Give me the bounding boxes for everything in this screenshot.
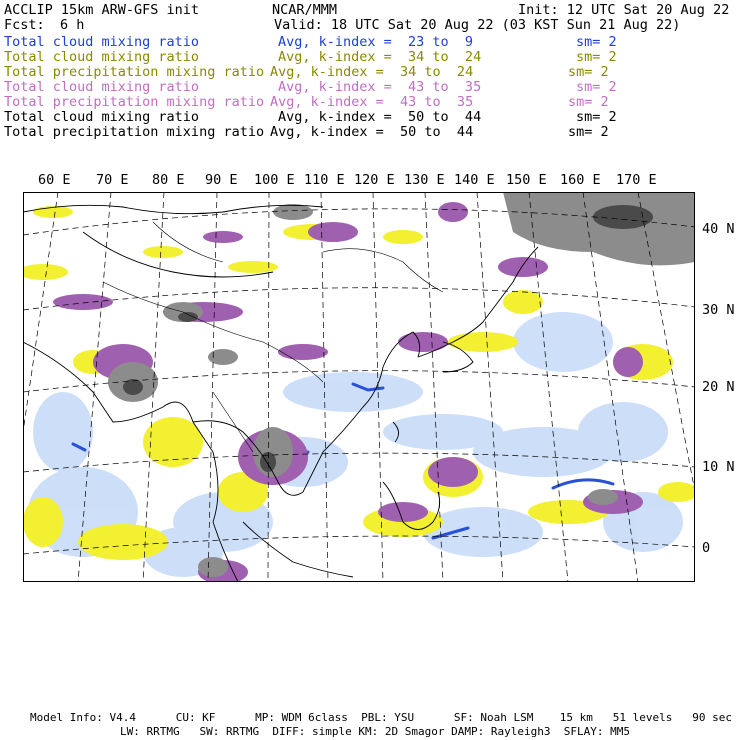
lon-label: 120 E	[354, 172, 395, 188]
field-name-2: Total cloud mixing ratio	[4, 49, 200, 65]
lon-label: 70 E	[96, 172, 129, 188]
lon-label: 160 E	[560, 172, 601, 188]
field-sm-6: sm= 2	[576, 109, 617, 125]
field-sm-1: sm= 2	[576, 34, 617, 50]
lat-label: 10 N	[702, 459, 735, 475]
field-sm-4: sm= 2	[576, 79, 617, 95]
forecast-label: Fcst:	[4, 17, 45, 33]
lon-label: 140 E	[454, 172, 495, 188]
lat-label: 0	[702, 540, 711, 556]
field-sm-5: sm= 2	[568, 94, 609, 110]
init-time: Init: 12 UTC Sat 20 Aug 22	[518, 2, 730, 18]
lon-label: 100 E	[254, 172, 295, 188]
lon-label: 170 E	[616, 172, 657, 188]
field-stat-4: Avg, k-index = 43 to 35	[278, 79, 482, 95]
field-name-1: Total cloud mixing ratio	[4, 34, 200, 50]
model-info-line1: Model Info: V4.4 CU: KF MP: WDM 6class PBL: YSU SF: Noah LSM 15 km 51 levels 90 sec	[30, 711, 732, 724]
run-title: ACCLIP 15km ARW-GFS init	[4, 2, 200, 18]
model-info-line2: LW: RRTMG SW: RRTMG DIFF: simple KM: 2D Smagor DAMP: Rayleigh3 SFLAY: MM5	[120, 725, 630, 738]
lon-label: 110 E	[304, 172, 345, 188]
field-name-7: Total precipitation mixing ratio	[4, 124, 265, 140]
forecast-hours: 6 h	[60, 17, 85, 33]
institution: NCAR/MMM	[272, 2, 338, 18]
field-stat-3: Avg, k-index = 34 to 24	[270, 64, 474, 80]
lon-label: 60 E	[38, 172, 71, 188]
field-name-3: Total precipitation mixing ratio	[4, 64, 265, 80]
lon-label: 80 E	[152, 172, 185, 188]
lon-label: 130 E	[404, 172, 445, 188]
lon-label: 150 E	[506, 172, 547, 188]
field-name-5: Total precipitation mixing ratio	[4, 94, 265, 110]
field-name-6: Total cloud mixing ratio	[4, 109, 200, 125]
forecast-map	[23, 192, 695, 582]
field-stat-6: Avg, k-index = 50 to 44	[278, 109, 482, 125]
lat-label: 40 N	[702, 221, 735, 237]
field-sm-7: sm= 2	[568, 124, 609, 140]
lat-label: 20 N	[702, 379, 735, 395]
lat-label: 30 N	[702, 302, 735, 318]
field-stat-5: Avg, k-index = 43 to 35	[270, 94, 474, 110]
field-sm-3: sm= 2	[568, 64, 609, 80]
field-stat-7: Avg, k-index = 50 to 44	[270, 124, 474, 140]
valid-time: Valid: 18 UTC Sat 20 Aug 22 (03 KST Sun 21 Aug 22)	[274, 17, 681, 33]
field-sm-2: sm= 2	[576, 49, 617, 65]
field-stat-1: Avg, k-index = 23 to 9	[278, 34, 474, 50]
field-stat-2: Avg, k-index = 34 to 24	[278, 49, 482, 65]
lon-label: 90 E	[205, 172, 238, 188]
field-name-4: Total cloud mixing ratio	[4, 79, 200, 95]
